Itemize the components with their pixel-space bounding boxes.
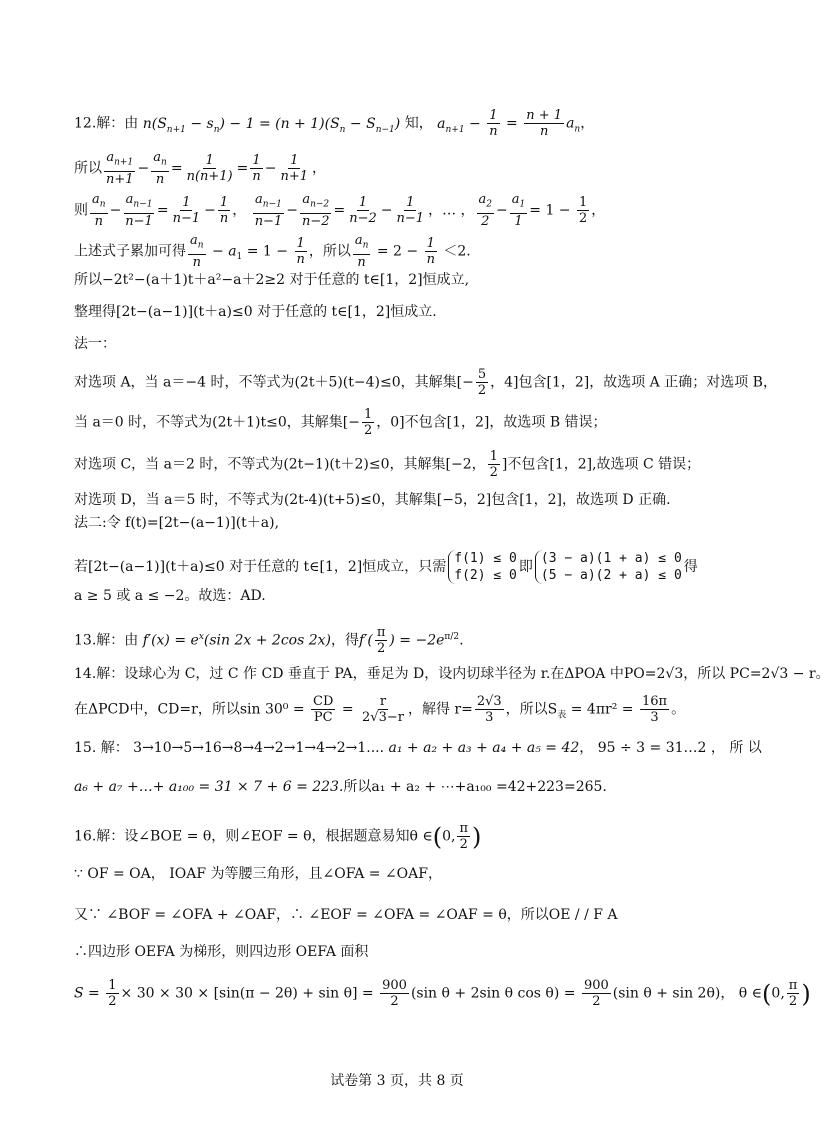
p16-line1: 16.解：设∠BOE = θ，则∠EOF = θ，根据题意易知θ ∈(0, $\frac{\pi}{2}$ ) xyxy=(74,821,482,852)
p12-optD: 对选项 D，当 a＝5 时，不等式为(2t-4)(t+5)≤0，其解集[−5，2]包含[1，2]，故选项 D 正确. xyxy=(74,492,671,508)
frac: $\frac{1}{2}$ xyxy=(108,978,117,1009)
p12-system: 若[2t−(a−1)](t＋a)≤0 对于任意的 t∈[1，2]恒成立，只需 f(1) ≤ 0 f(2) ≤ 0 即 (3 − a)(1 + a) ≤ 0 (5 − a)(2 + a) ≤ 0 得 xyxy=(74,551,698,583)
frac: $\frac{1}{n}$ xyxy=(426,235,435,267)
frac: $\frac{a_{n+1}}{n+1}$ xyxy=(106,150,134,187)
frac: $\frac{a_{n-2}}{n-2}$ xyxy=(301,192,330,229)
p15-line2: a₆ + a₇ +…+ a₁₀₀ = 31 × 7 + 6 = 223.所以a₁ + a₂ + ⋯+a₁₀₀ =42+223=265. xyxy=(74,779,607,795)
p12-label: 12.解：由 xyxy=(74,115,139,132)
frac: $\frac{1}{2}$ xyxy=(363,407,373,438)
p12-line3: 则 $\frac{a_n}{n}$ − $\frac{a_{n-1}}{n-1}$ = $\frac{1}{n-1}$ − $\frac{1}{n}$ ， $\frac{a_{n-1}}{n-1}$ − $\frac{a_{n-2}}{n-2}$ = $\frac{1}{n-2}$ − $\frac{1}{n-1}$ ，… ， $\frac{a_2}{2}$ − $\frac{a_1}{1}$ = 1 − $\frac{1}{2}$ ， xyxy=(74,192,606,229)
frac: $\frac{\pi}{2}$ xyxy=(459,821,469,852)
frac: $\frac{1}{2}$ xyxy=(489,449,498,480)
frac: $\frac{a_{n-1}}{n-1}$ xyxy=(125,192,153,229)
frac: $\frac{1}{n-1}$ xyxy=(172,194,201,226)
frac: $\frac{1}{n}$ xyxy=(489,108,498,139)
p16-area-formula: S = $\frac{1}{2}$ × 30 × 30 × [sin(π − 2θ) + sin θ] = $\frac{900}{2}$ (sin θ + 2sin θ cos θ) = $\frac{900}{2}$ (sin θ + sin 2θ)， θ ∈(0, $\frac{\pi}{2}$ ) xyxy=(74,978,811,1009)
system-brace: (3 − a)(1 + a) ≤ 0 (5 − a)(2 + a) ≤ 0 xyxy=(535,550,682,584)
p15-line1: 15. 解： 3→10→5→16→8→4→2→1→4→2→1.... a₁ + a₂ + a₃ + a₄ + a₅ = 42， 95 ÷ 3 = 31…2 ， 所 以 xyxy=(74,740,762,756)
frac: $\frac{a_2}{2}$ xyxy=(478,192,493,229)
p14-line2: 在ΔPCD中，CD=r，所以sin 30⁰ = $\frac{CD}{PC}$ = $\frac{r}{2√3-r}$ ，解得 r= $\frac{2√3}{3}$ ，所以$S_表 = 4\pi r^2$ = $\frac{16\pi}{3}$ 。 xyxy=(74,694,686,725)
frac: $\frac{1}{n}$ xyxy=(252,152,261,184)
text: 知， xyxy=(404,115,433,132)
frac: $\frac{\pi}{2}$ xyxy=(788,978,798,1009)
frac: $\frac{1}{n-1}$ xyxy=(396,194,425,226)
p12-optB: 当 a＝0 时，不等式为(2t＋1)t≤0，其解集[− $\frac{1}{2}$ ，0]不包含[1，2]，故选项 B 错误； xyxy=(74,407,607,438)
frac: $\frac{900}{2}$ xyxy=(583,978,609,1009)
frac: $\frac{1}{n}$ xyxy=(296,235,305,267)
frac: $\frac{1}{n(n+1)}$ xyxy=(186,152,233,184)
p16-line4: ∴四边形 OEFA 为梯形，则四边形 OEFA 面积 xyxy=(74,944,369,960)
frac: $\frac{a_n}{n}$ xyxy=(190,233,204,270)
frac: $\frac{a_n}{n}$ xyxy=(354,233,369,270)
p12-eq2: $a_{n+1}$ − xyxy=(437,115,486,135)
p12-optA: 对选项 A，当 a＝−4 时，不等式为(2t＋5)(t−4)≤0，其解集[− $\frac{5}{2}$ ，4]包含[1，2]，故选项 A 正确；对选项 B， xyxy=(74,367,777,398)
frac: $\frac{900}{2}$ xyxy=(382,978,407,1009)
p12-optC: 对选项 C，当 a＝2 时，不等式为(2t−1)(t＋2)≤0，其解集[−2， $\frac{1}{2}$ ]不包含[1，2],故选项 C 错误； xyxy=(74,449,701,480)
p12-line2: 所以 $\frac{a_{n+1}}{n+1}$ − $\frac{a_n}{n}$ = $\frac{1}{n(n+1)}$ = $\frac{1}{n}$ − $\frac{1}{n+1}$ ， xyxy=(74,150,327,187)
frac: $\frac{5}{2}$ xyxy=(477,367,487,398)
p12-line6: 整理得[2t−(a−1)](t＋a)≤0 对于任意的 t∈[1，2]恒成立. xyxy=(74,304,437,320)
p14-line1: 14.解：设球心为 C，过 C 作 CD 垂直于 PA，垂足为 D，设内切球半径为 r.在ΔPOA 中PO=2√3，所以 PC=2√3 − r。 xyxy=(74,666,830,682)
p13-line: 13.解：由 $f'(x) = e^x(\sin$ 2x + 2cos 2x)，得f′( $\frac{\pi}{2}$ ) = $-2e^{\pi/2}$. xyxy=(74,625,464,656)
page-footer: 试卷第 3 页，共 8 页 xyxy=(330,1073,464,1089)
frac: $\frac{1}{2}$ xyxy=(578,194,588,226)
p16-line3: 又∵ ∠BOF = ∠OFA + ∠OAF，∴ ∠EOF = ∠OFA = ∠OAF = θ，所以OE / / F A xyxy=(74,907,618,923)
p12-eq1: $n(S_{n+1} - s_n) - 1 = (n + 1)(S_n - S_{n-1})$ xyxy=(142,115,401,135)
p12-line5: 所以−2t²−(a＋1)t＋a²−a＋2≥2 对于任意的 t∈[1，2]恒成立, xyxy=(74,272,470,288)
frac: $\frac{r}{2√3-r}$ xyxy=(362,694,404,725)
system-brace: f(1) ≤ 0 f(2) ≤ 0 xyxy=(448,550,517,584)
frac: $\frac{a_1}{1}$ xyxy=(511,192,526,229)
frac: $\frac{1}{n+1}$ xyxy=(280,152,309,184)
p12-line1: 12.解：由 $n(S_{n+1} - s_n) - 1 = (n + 1)(S_n - S_{n-1})$ 知， $a_{n+1}$ − $\frac{1}{n}$ = $\frac{n + 1}{n}$ $a_n$， xyxy=(74,108,595,139)
p12-line4: 上述式子累加可得 $\frac{a_n}{n}$ − $a_1 = 1$ − $\frac{1}{n}$ ，所以 $\frac{a_n}{n}$ = 2 − $\frac{1}{n}$ ＜2. xyxy=(74,233,471,270)
frac: $\frac{1}{n-2}$ xyxy=(349,194,377,226)
frac: $\frac{1}{n}$ xyxy=(219,194,229,226)
frac: $\frac{16\pi}{3}$ xyxy=(641,694,668,725)
frac: $\frac{a_{n-1}}{n-1}$ xyxy=(254,192,283,229)
p16-line2: ∵ OF = OA， ΙOAF 为等腰三角形，且∠OFA = ∠OAF， xyxy=(74,866,442,882)
p12-method1: 法一： xyxy=(74,336,116,352)
frac: $\frac{\pi}{2}$ xyxy=(376,625,386,656)
frac: $\frac{a_n}{n}$ xyxy=(92,192,106,229)
p12-conclusion: a ≥ 5 或 a ≤ −2。故选：AD. xyxy=(74,588,266,604)
frac: $\frac{2√3}{3}$ xyxy=(476,694,502,725)
frac: $\frac{n + 1}{n}$ xyxy=(526,108,563,139)
p12-method2: 法二:令 f(t)=[2t−(a−1)](t＋a), xyxy=(74,515,280,531)
frac: $\frac{a_n}{n}$ xyxy=(153,150,167,187)
frac: $\frac{CD}{PC}$ xyxy=(313,694,334,725)
